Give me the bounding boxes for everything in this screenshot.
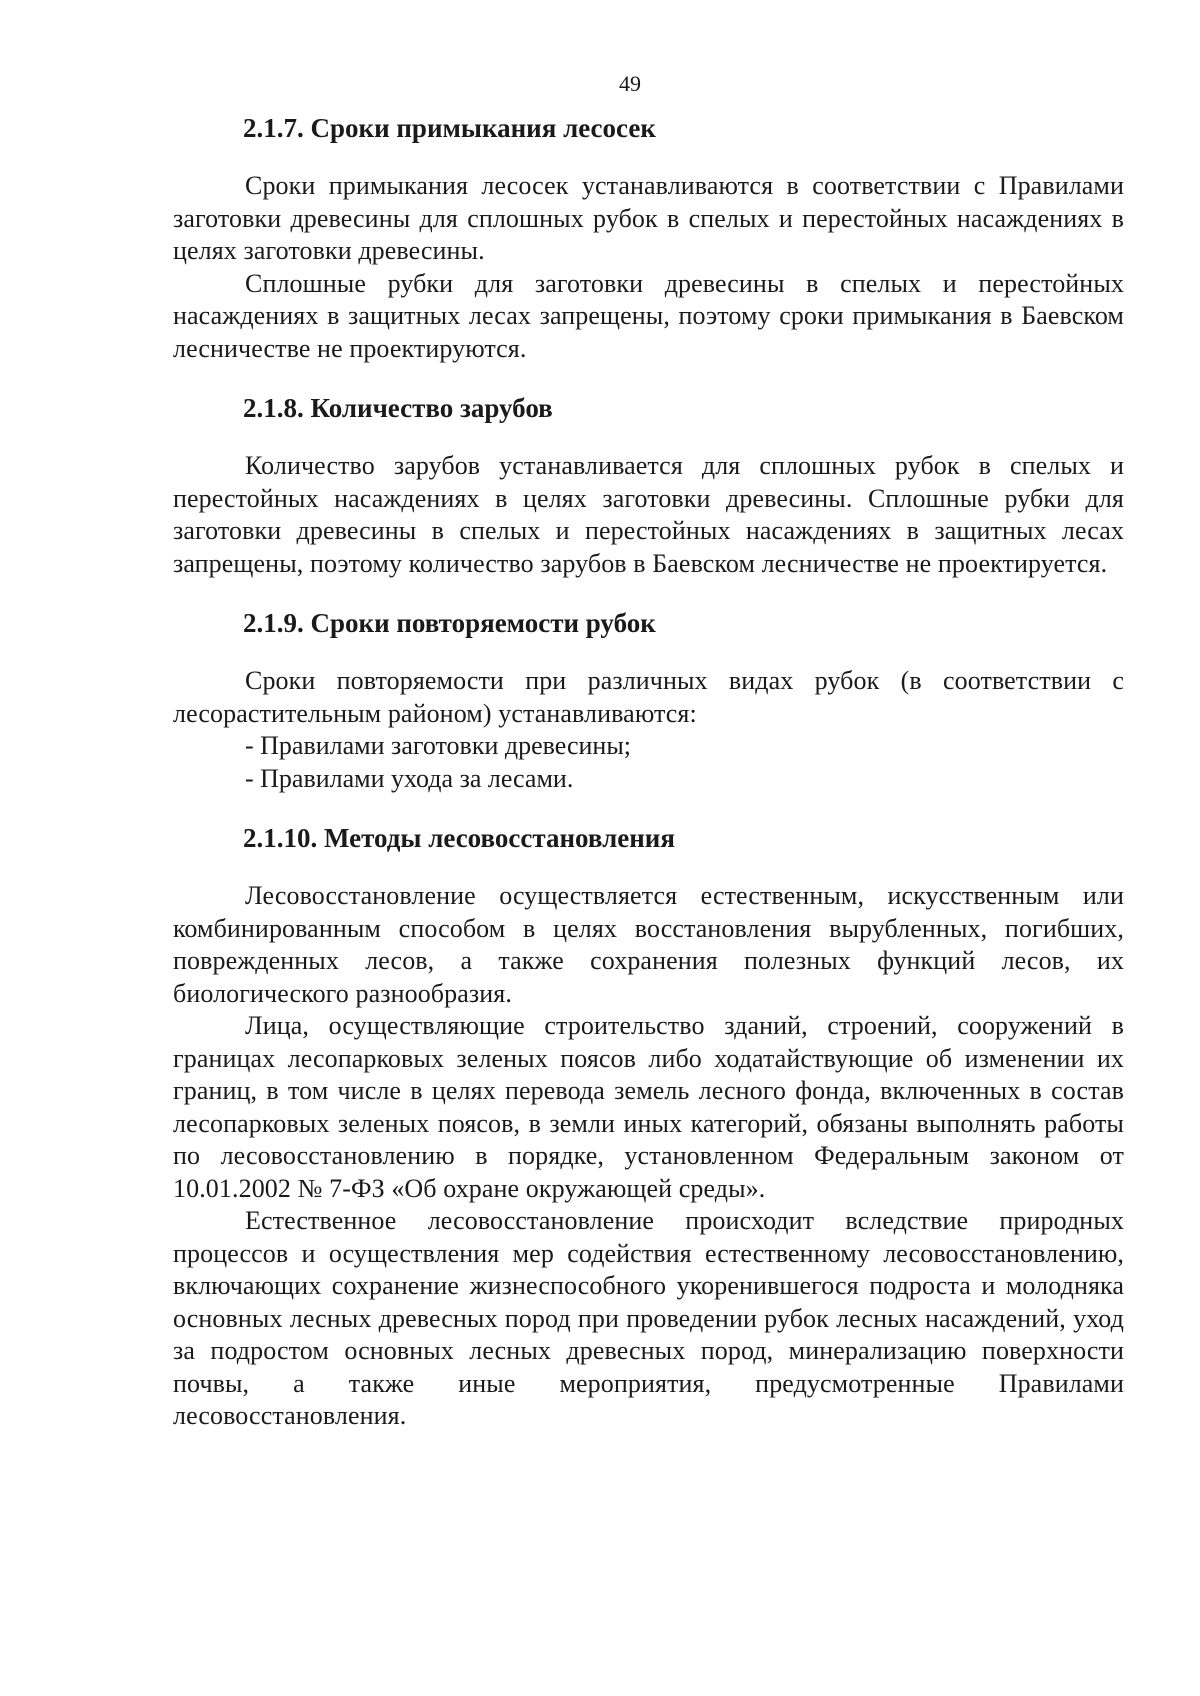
- section-heading-2-1-10: 2.1.10. Методы лесовосстановления: [243, 823, 675, 853]
- paragraph: Лица, осуществляющие строительство зданий, строений, сооружений в границах лесопарковых зеленых поясов либо ходатайствующие об изменении их границ, в том числе в целях перевода земель лесного фонда, включенных в состав лесопарковых зеленых поясов, в земли иных категорий, обязаны выполнять работы по лесовосстановлению в порядке, установленном Федеральным законом от 10.01.2002 № 7-ФЗ «Об охране окружающей среды».: [173, 1011, 1124, 1203]
- section-heading-2-1-8: 2.1.8. Количество зарубов: [243, 393, 553, 423]
- paragraph: Сроки повторяемости при различных видах рубок (в соответствии с лесорастительным районом) устанавливаются:: [173, 666, 1124, 728]
- paragraph: Количество зарубов устанавливается для сплошных рубок в спелых и перестойных насаждениях в целях заготовки древесины. Сплошные рубки для заготовки древесины в спелых и перестойных насаждениях в защитных лесах запрещены, поэтому количество зарубов в Баевском лесничестве не проектируется.: [173, 451, 1124, 578]
- section-heading-2-1-9: 2.1.9. Сроки повторяемости рубок: [243, 608, 656, 638]
- paragraph: Лесовосстановление осуществляется естественным, искусственным или комбинированным способом в целях восстановления вырубленных, погибших, поврежденных лесов, а также сохранения полезных функций лесов, их биологического разнообразия.: [173, 881, 1124, 1008]
- list-item: - Правилами ухода за лесами.: [245, 763, 574, 793]
- paragraph: Естественное лесовосстановление происходит вследствие природных процессов и осуществления мер содействия естественному лесовосстановлению, включающих сохранение жизнеспособного укоренившегося подроста и молодняка основных лесных древесных пород при проведении рубок лесных насаждений, уход за подростом основных лесных древесных пород, минерализацию поверхности почвы, а также иные мероприятия, предусмотренные Правилами лесовосстановления.: [173, 1206, 1124, 1430]
- section-heading-2-1-7: 2.1.7. Сроки примыкания лесосек: [243, 113, 656, 143]
- list-item: - Правилами заготовки древесины;: [245, 731, 632, 760]
- paragraph: Сплошные рубки для заготовки древесины в спелых и перестойных насаждениях в защитных лесах запрещены, поэтому сроки примыкания в Баевском лесничестве не проектируются.: [173, 268, 1124, 363]
- page-body: [173, 112, 1124, 1433]
- page-number: 49: [619, 71, 641, 96]
- paragraph: Сроки примыкания лесосек устанавливаются в соответствии с Правилами заготовки древесины для сплошных рубок в спелых и перестойных насаждениях в целях заготовки древесины.: [173, 171, 1124, 265]
